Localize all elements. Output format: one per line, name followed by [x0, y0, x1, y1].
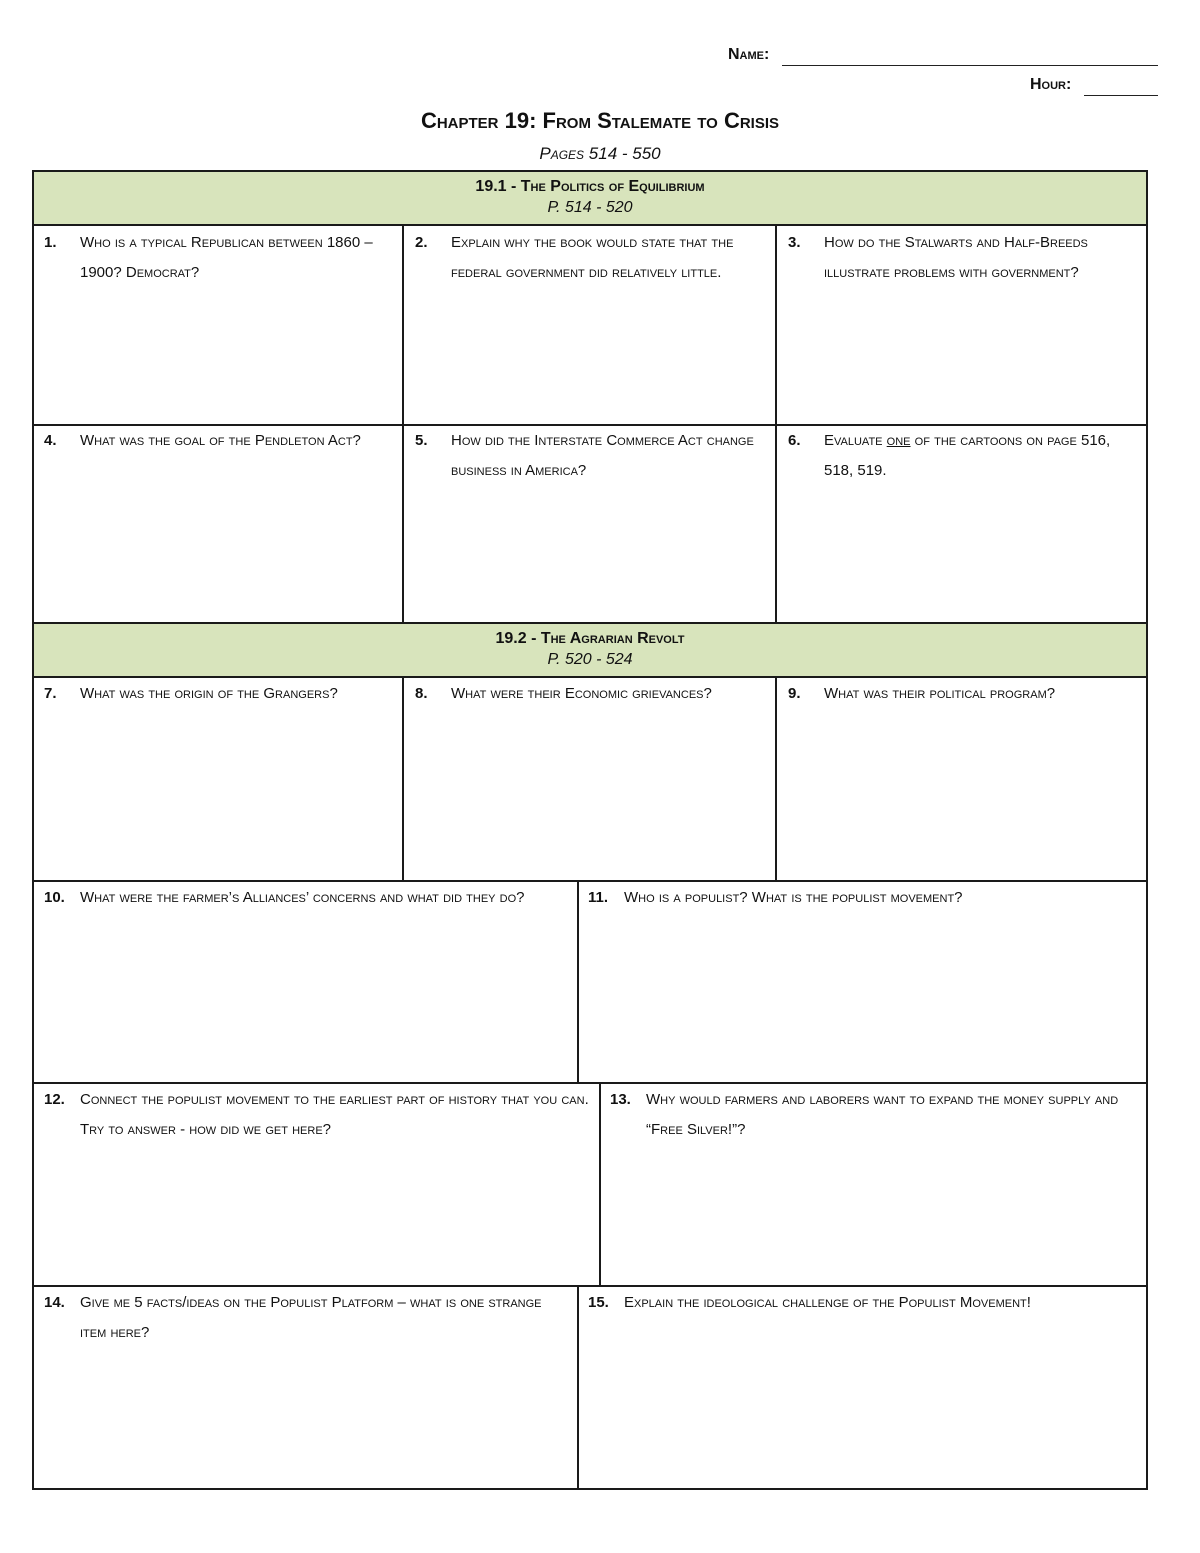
worksheet-grid	[32, 170, 1148, 1490]
divider	[577, 1285, 579, 1490]
question-text: Evaluate one of the cartoons on page 516, 518, 519.	[824, 432, 1111, 479]
divider	[599, 1082, 601, 1286]
section-title: 19.2 - The Agrarian Revolt	[495, 630, 685, 647]
question-number: 8.	[415, 685, 428, 702]
divider	[775, 678, 777, 880]
question-14[interactable]	[44, 1288, 564, 1348]
hour-label: Hour:	[1030, 76, 1072, 93]
question-9[interactable]	[788, 679, 1138, 709]
question-text: What was the goal of the Pendleton Act?	[80, 432, 361, 449]
question-number: 14.	[44, 1294, 65, 1311]
question-2[interactable]	[415, 228, 760, 288]
question-11[interactable]	[588, 883, 1128, 913]
question-text: Explain the ideological challenge of the Populist Movement!	[624, 1294, 1031, 1311]
section-header-19-2	[34, 624, 1146, 678]
question-3[interactable]	[788, 228, 1138, 288]
question-number: 10.	[44, 889, 65, 906]
hour-field[interactable]	[1030, 76, 1158, 98]
question-number: 2.	[415, 234, 428, 251]
section-pages: P. 514 - 520	[547, 199, 633, 216]
divider	[402, 678, 404, 880]
page-range: Pages 514 - 550	[539, 144, 661, 163]
question-number: 3.	[788, 234, 801, 251]
question-text: Who is a populist? What is the populist movement?	[624, 889, 963, 906]
question-number: 15.	[588, 1294, 609, 1311]
question-15[interactable]	[588, 1288, 1128, 1318]
question-4[interactable]	[44, 426, 384, 456]
question-number: 5.	[415, 432, 428, 449]
divider	[577, 880, 579, 1084]
hour-blank-line[interactable]	[1084, 95, 1158, 96]
question-number: 9.	[788, 685, 801, 702]
question-number: 12.	[44, 1091, 65, 1108]
section-header-19-1	[34, 172, 1146, 226]
question-number: 1.	[44, 234, 57, 251]
question-5[interactable]	[415, 426, 760, 486]
divider	[34, 880, 1146, 882]
page-title: Chapter 19: From Stalemate to Crisis	[420, 108, 780, 133]
name-field[interactable]	[728, 46, 1158, 68]
question-text: Connect the populist movement to the earliest part of history that you can. Try to answer - how did we get here?	[80, 1091, 589, 1138]
question-12[interactable]	[44, 1085, 589, 1145]
divider	[34, 1285, 1146, 1287]
question-number: 13.	[610, 1091, 631, 1108]
question-number: 11.	[588, 889, 609, 906]
question-number: 4.	[44, 432, 57, 449]
divider	[34, 1082, 1146, 1084]
question-number: 6.	[788, 432, 801, 449]
name-label: Name:	[728, 46, 770, 63]
question-13[interactable]	[610, 1085, 1130, 1145]
name-blank-line[interactable]	[782, 65, 1158, 66]
question-10[interactable]	[44, 883, 564, 913]
question-text: Give me 5 facts/ideas on the Populist Platform – what is one strange item here?	[80, 1294, 542, 1341]
question-text: What was the origin of the Grangers?	[80, 685, 338, 702]
section-title: 19.1 - The Politics of Equilibrium	[475, 178, 705, 195]
question-1[interactable]	[44, 228, 384, 288]
question-text: How do the Stalwarts and Half-Breeds illustrate problems with government?	[824, 234, 1088, 281]
question-text: What were their Economic grievances?	[451, 685, 712, 702]
question-text: Why would farmers and laborers want to expand the money supply and “Free Silver!”?	[646, 1091, 1119, 1138]
question-number: 7.	[44, 685, 57, 702]
question-text: What was their political program?	[824, 685, 1056, 702]
question-8[interactable]	[415, 679, 760, 709]
emphasis-underline: one	[886, 432, 911, 449]
section-pages: P. 520 - 524	[547, 651, 633, 668]
question-text: What were the farmer’s Alliances’ concerns and what did they do?	[80, 889, 525, 906]
question-6[interactable]	[788, 426, 1138, 486]
question-7[interactable]	[44, 679, 384, 709]
question-text: How did the Interstate Commerce Act change business in America?	[451, 432, 754, 479]
question-text: Explain why the book would state that the federal government did relatively little.	[451, 234, 734, 281]
question-text: Who is a typical Republican between 1860 – 1900? Democrat?	[80, 234, 373, 281]
